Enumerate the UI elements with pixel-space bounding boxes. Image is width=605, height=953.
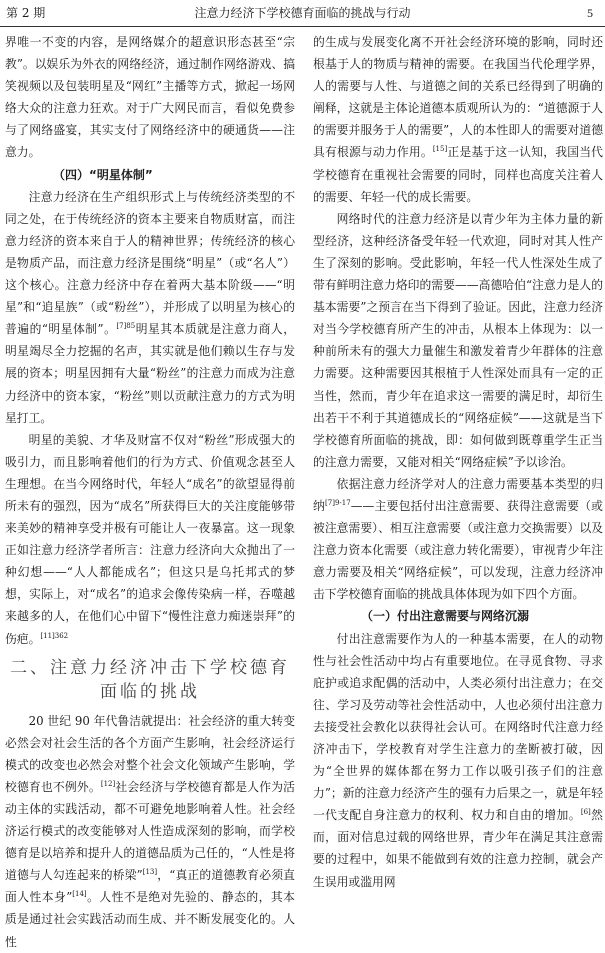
paragraph-text: 明星其本质就是注意力商人，明星竭尽全力挖掘的名声，其实就是他们赖以生存与发展的资本；明星因拥有大量“粉丝”的注意力而成为注意力经济中的资本家，“粉丝”则以贡献注意力的方式为明星打工。 bbox=[5, 322, 295, 425]
citation: [7]9-17 bbox=[325, 498, 351, 507]
left-column bbox=[5, 31, 295, 949]
citation: [13] bbox=[142, 868, 158, 877]
paragraph-text: 20 世纪 90 年代鲁洁就提出：社会经济的重大转变必然会对社会生活的各个方面产生影响，社会经济运行模式的改变也必然会对整个社会文化领域产生影响，学校德育也不例外。 bbox=[5, 713, 295, 794]
paragraph-text: 的生成与发展变化离不开社会经济环境的影响，同时还根基于人的物质与精神的需要。在我国当代伦理学界，人的需要与人性、与道德之间的关系已经得到了明确的阐释，这就是主体论道德本质观所认为的：“道德源于人的需要并服务于人的需要”，人的本性即人的需要对道德具有根源与动力作用。 bbox=[313, 35, 603, 160]
paragraph-text: 依据注意力经济学对人的注意力需要基本类型的归纳 bbox=[313, 476, 603, 513]
section-heading: （四）“明星体制” bbox=[53, 167, 153, 182]
paragraph bbox=[5, 710, 295, 953]
right-column bbox=[313, 31, 603, 889]
citation: [6] bbox=[580, 808, 591, 817]
running-title: 注意力经济下学校德育面临的挑战与行动 bbox=[194, 6, 411, 20]
paragraph: 界唯一不变的内容，是网络媒介的超意识形态甚至“宗教”。以娱乐为外衣的网络经济，通过制作网络游戏、搞笑视频以及包装明星及“网红”主播等方式，掀起一场网络大众的注意力狂欢。对于广大网民而言，看似免费参与了网络盛宴，其实支付了网络经济中的硬通货——注意力。 bbox=[5, 35, 295, 160]
page-number: 5 bbox=[587, 6, 593, 20]
paragraph-text: 明星的美貌、才华及财富不仅对“粉丝”形成强大的吸引力，而且影响着他们的行为方式、价值观念甚至人生理想。在当今网络时代，年轻人“成名”的欲望显得前所未有的强烈，因为“成名”所获得巨大的关注度能够带来美妙的精神享受并极有可能让人一夜暴富。这一现象正如注意力经济学者所言：注意力经济向大众抛出了一种幻想——“人人都能成名”；但这只是乌托邦式的梦想，实际上，对“成名”的追求会像传染病一样，吞噬越来越多的人，在他们心中留下“慢性注意力痴迷崇拜”的伤疤。 bbox=[5, 432, 295, 646]
chapter-heading-line: 面临的挑战 bbox=[100, 681, 200, 702]
paragraph-text: ——主要包括付出注意需要、获得注意需要（或被注意需要）、相互注意需要（或注意力交换需要）以及注意力资本化需要（或注意力转化需要），审视青少年注意力需要及相关“网络症候”，可以发现，注意力经济冲击下学校德育面临的挑战具体体现为如下四个方面。 bbox=[313, 498, 603, 602]
paragraph-text: 注意力经济在生产组织形式上与传统经济类型的不同之处，在于传统经济的资本主要来自物质财富，而注意力经济的资本来自于人的精神世界；传统经济的核心是物质产品，而注意力经济是围绕“明星”（或“名人”）这个核心。注意力经济中存在着两大基本阶级——“明星”和“追星族”（或“粉丝”），并形成了以明星为核心的普遍的“明星体制”。 bbox=[5, 189, 295, 337]
paragraph bbox=[5, 429, 295, 650]
paragraph-text: ，“真正的道德教育必须直面人性本身” bbox=[5, 868, 295, 905]
running-header bbox=[0, 0, 605, 27]
citation: [14] bbox=[72, 890, 87, 899]
issue-number: 第 2 期 bbox=[6, 6, 46, 20]
citation: [11]362 bbox=[40, 631, 69, 640]
citation: [12] bbox=[100, 779, 116, 788]
paragraph-text: 。人性不是绝对先验的、静态的，其本质是通过社会实践活动而生成、并不断发展变化的。人性 bbox=[5, 890, 295, 949]
paragraph bbox=[313, 31, 603, 208]
paragraph-text: 社会经济与学校德育都是人作为活动主体的实践活动，都不可避免地影响着人性。社会经济运行模式的改变能够对人性造成深刻的影响，而学校德育是以培养和提升人的道德品质为己任的，“人性是将道德与人勾连起来的桥梁” bbox=[5, 779, 295, 883]
paragraph bbox=[5, 186, 295, 429]
paragraph: 网络时代的注意力经济是以青少年为主体力量的新型经济，这种经济备受年轻一代欢迎，同时对其人性产生了深刻的影响。受此影响，年轻一代人性深处生成了带有鲜明注意力烙印的需要——高德哈伯“注意力是人的基本需要”之预言在当下得到了验证。因此，注意力经济对当今学校德育所产生的冲击，从根本上体现为：以一种前所未有的强大力量催生和激发着青少年群体的注意力需要。这种需要因其根植于人性深处而具有一定的正当性，然而，青少年在追求这一需要的满足时，却衍生出若干不利于其道德成长的“网络症候”——这就是当下学校德育所面临的挑战，即：如何做到既尊重学生正当的注意力需要，又能对相关“网络症候”予以诊治。 bbox=[313, 211, 603, 469]
paragraph bbox=[313, 628, 603, 893]
citation: [7]85 bbox=[116, 322, 136, 331]
citation: [15] bbox=[432, 145, 448, 154]
paragraph-text: 付出注意需要作为人的一种基本需要，在人的动物性与社会性活动中均占有重要地位。在寻觅食物、寻求庇护或追求配偶的活动中，人类必须付出注意力；在交往、学习及劳动等社会性活动中，人也必须付出注意力去接受社会教化以获得社会认可。在网络时代注意力经济冲击下，学校教育对学生注意力的垄断被打破，因为“全世界的媒体都在努力工作以吸引孩子们的注意力”；新的注意力经济产生的强有力后果之一，就是年轻一代支配自身注意力的权利、权力和自由的增加。 bbox=[313, 631, 603, 823]
chapter-heading-line: 二、注意力经济冲击下学校德育 bbox=[10, 657, 290, 678]
paragraph-text: 然而，面对信息过载的网络世界，青少年在满足其注意需要的过程中，如果不能做到有效的注意力控制，就会产生误用或滥用网 bbox=[313, 808, 603, 889]
section-heading: （一）付出注意需要与网络沉溺 bbox=[361, 609, 530, 624]
paragraph-text: 正是基于这一认知，我国当代学校德育在重视社会需要的同时，同样也高度关注着人的需要、年轻一代的成长需要。 bbox=[313, 145, 603, 204]
paragraph bbox=[313, 473, 603, 606]
chapter-heading bbox=[5, 656, 295, 704]
